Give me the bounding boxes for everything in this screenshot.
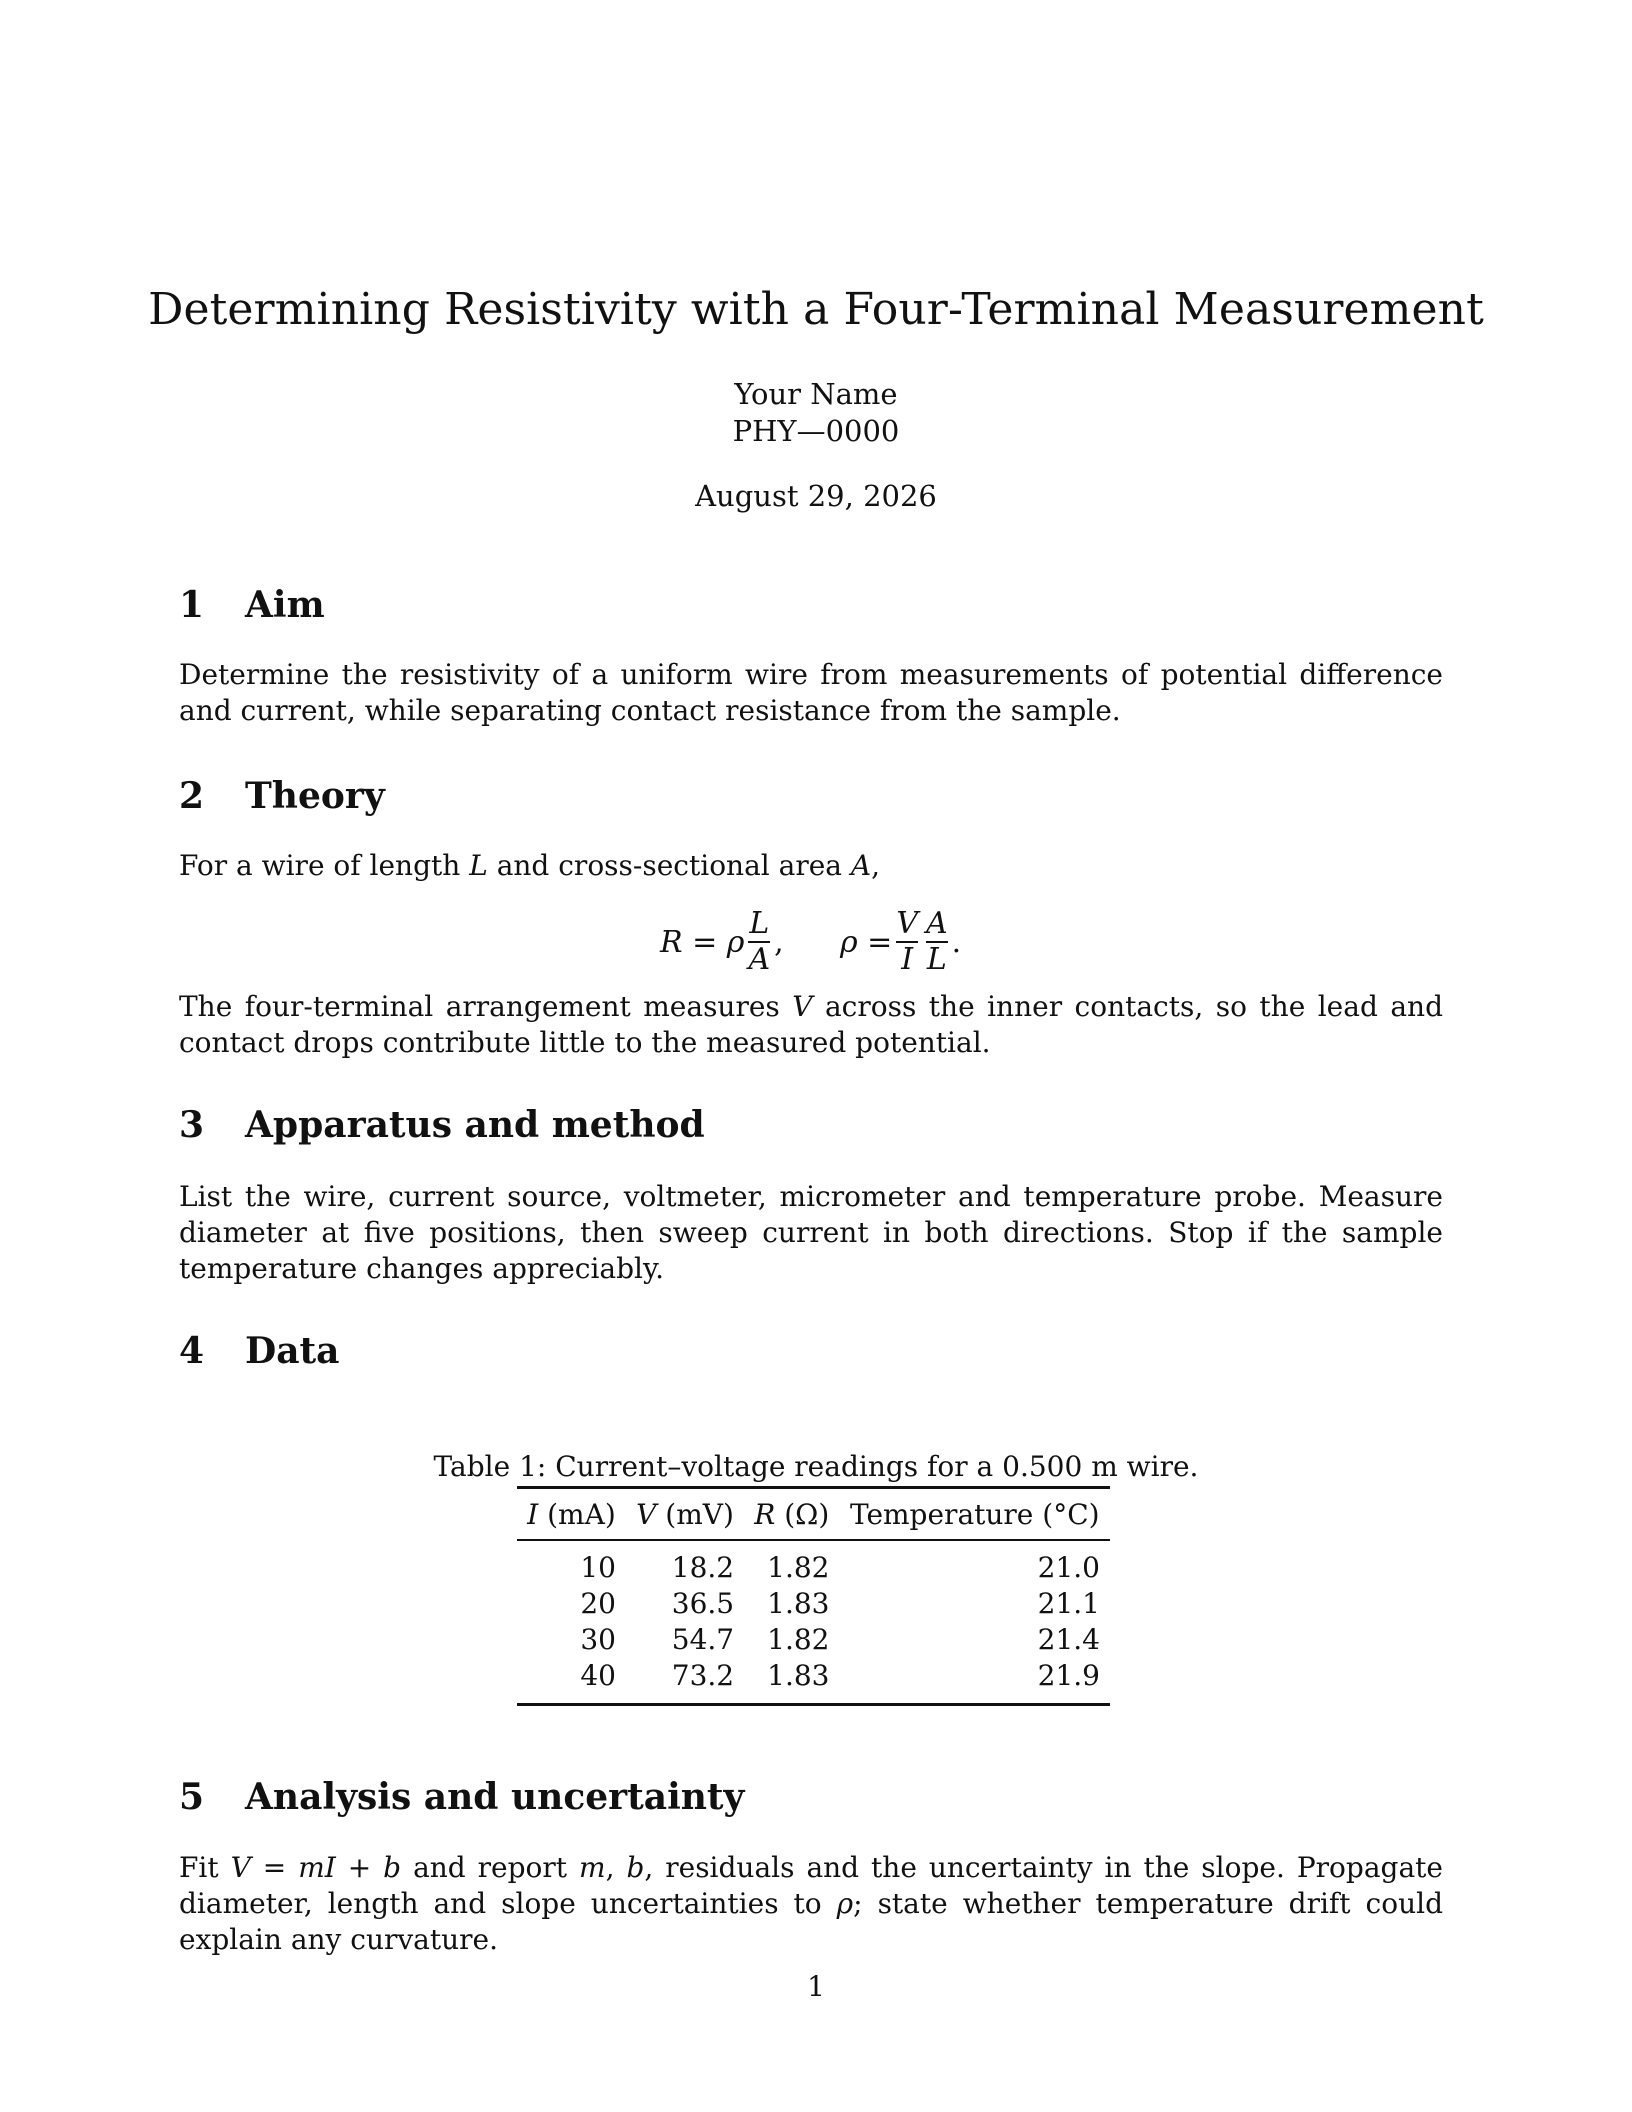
section-number: 5	[179, 1776, 205, 1818]
header-unit: (mA)	[538, 1497, 616, 1531]
denominator: A	[748, 942, 771, 977]
section-title: Analysis and uncertainty	[245, 1776, 745, 1818]
aim-paragraph: Determine the resistivity of a uniform wire from measurements of potential difference and current, while separating contact resistance from the sample.	[179, 658, 1443, 727]
text-run: Fit	[179, 1851, 231, 1884]
document-date: August 29, 2026	[695, 479, 937, 513]
cell-voltage: 54.7	[671, 1622, 735, 1656]
cell-resistance: 1.83	[744, 1657, 839, 1705]
header-unit: (mV)	[656, 1497, 734, 1531]
text-run: ,	[605, 1851, 627, 1884]
author-block	[0, 376, 1632, 450]
cell-current: 20	[580, 1586, 616, 1620]
header-unit: Temperature (°C)	[849, 1497, 1100, 1531]
cell-temperature: 21.4	[1037, 1622, 1100, 1656]
math-variable: b	[626, 1851, 645, 1884]
table-row	[517, 1621, 1110, 1657]
text-run: across the inner contacts, so the lead and contact drops contribute little to the measured potential.	[179, 990, 1443, 1059]
text-run: ,	[871, 849, 881, 882]
numerator: V	[896, 906, 918, 941]
table-caption: Table 1: Current–voltage readings for a 0.500 m wire.	[433, 1450, 1199, 1483]
equation-resistivity	[840, 902, 961, 982]
cell-resistance: 1.82	[767, 1622, 830, 1656]
math-variable: L	[469, 849, 488, 882]
analysis-paragraph	[179, 1850, 1443, 1958]
math-variable: ρ	[836, 1887, 854, 1920]
theory-explanation	[179, 989, 1443, 1061]
cell-temperature: 21.1	[1037, 1586, 1100, 1620]
text-run: , residuals and the uncertainty in the slope. Propagate diameter, length and slope uncertainties to	[179, 1851, 1443, 1920]
denominator: I	[901, 942, 914, 977]
equation-resistance	[660, 902, 784, 982]
header-var: R	[754, 1497, 776, 1531]
table-row	[517, 1657, 1110, 1705]
cell-voltage: 36.5	[671, 1586, 735, 1620]
text-run: ; state whether temperature drift could explain any curvature.	[179, 1887, 1443, 1956]
cell-temperature: 21.0	[1037, 1550, 1100, 1584]
numerator: L	[749, 906, 770, 941]
punctuation: .	[951, 924, 962, 960]
page-number: 1	[807, 1970, 825, 2003]
section-heading-aim	[179, 584, 325, 626]
section-title: Data	[245, 1330, 340, 1372]
table-row	[517, 1585, 1110, 1621]
section-number: 2	[179, 775, 205, 817]
fraction	[896, 907, 918, 977]
cell-current: 30	[580, 1622, 616, 1656]
math-variable: A	[850, 849, 872, 882]
cell-resistance: 1.82	[767, 1550, 830, 1584]
numerator: A	[925, 906, 948, 941]
section-heading-apparatus	[179, 1104, 705, 1146]
math-variable: m	[579, 1851, 606, 1884]
section-number: 1	[179, 584, 205, 626]
document-title: Determining Resistivity with a Four-Terminal Measurement	[148, 284, 1484, 335]
text-run: and cross-sectional area	[487, 849, 851, 882]
header-var: V	[636, 1497, 657, 1531]
eq-lhs: R = ρ	[660, 924, 745, 960]
method-paragraph: List the wire, current source, voltmeter, micrometer and temperature probe. Measure diameter at five positions, then sweep current in both directions. Stop if the sample temperature changes appreciably.	[179, 1180, 1443, 1285]
cell-voltage: 18.2	[671, 1550, 735, 1584]
text-run: The four-terminal arrangement measures	[179, 990, 793, 1023]
text-run: and report	[401, 1851, 580, 1884]
cell-voltage: 73.2	[626, 1657, 744, 1705]
table-row	[517, 1540, 1110, 1585]
denominator: L	[926, 942, 947, 977]
data-table	[517, 1486, 1110, 1706]
text-run: For a wire of length	[179, 849, 470, 882]
column-header-voltage	[626, 1488, 744, 1541]
header-var: I	[527, 1497, 539, 1531]
section-heading-data	[179, 1330, 340, 1372]
column-header-temperature	[839, 1488, 1110, 1541]
fraction	[748, 907, 770, 977]
section-title: Theory	[245, 775, 385, 817]
course-code: PHY—0000	[732, 414, 900, 448]
section-heading-analysis	[179, 1776, 744, 1818]
theory-intro	[179, 848, 1443, 884]
cell-temperature: 21.9	[839, 1657, 1110, 1705]
section-number: 3	[179, 1104, 205, 1146]
math-variable: V	[792, 990, 813, 1023]
cell-current: 10	[580, 1550, 616, 1584]
cell-resistance: 1.83	[767, 1586, 830, 1620]
cell-current: 40	[517, 1657, 626, 1705]
fraction	[926, 907, 948, 977]
section-heading-theory	[179, 775, 385, 817]
header-unit: (Ω)	[775, 1497, 830, 1531]
inline-equation: V = mI + b	[230, 1851, 402, 1884]
section-number: 4	[179, 1330, 205, 1372]
punctuation: ,	[774, 924, 784, 960]
column-header-current	[517, 1488, 626, 1541]
eq-lhs: ρ =	[840, 924, 893, 960]
column-header-resistance	[744, 1488, 839, 1541]
section-title: Aim	[245, 584, 325, 626]
author-name: Your Name	[734, 377, 898, 411]
table-header-row	[517, 1488, 1110, 1541]
section-title: Apparatus and method	[245, 1104, 705, 1146]
